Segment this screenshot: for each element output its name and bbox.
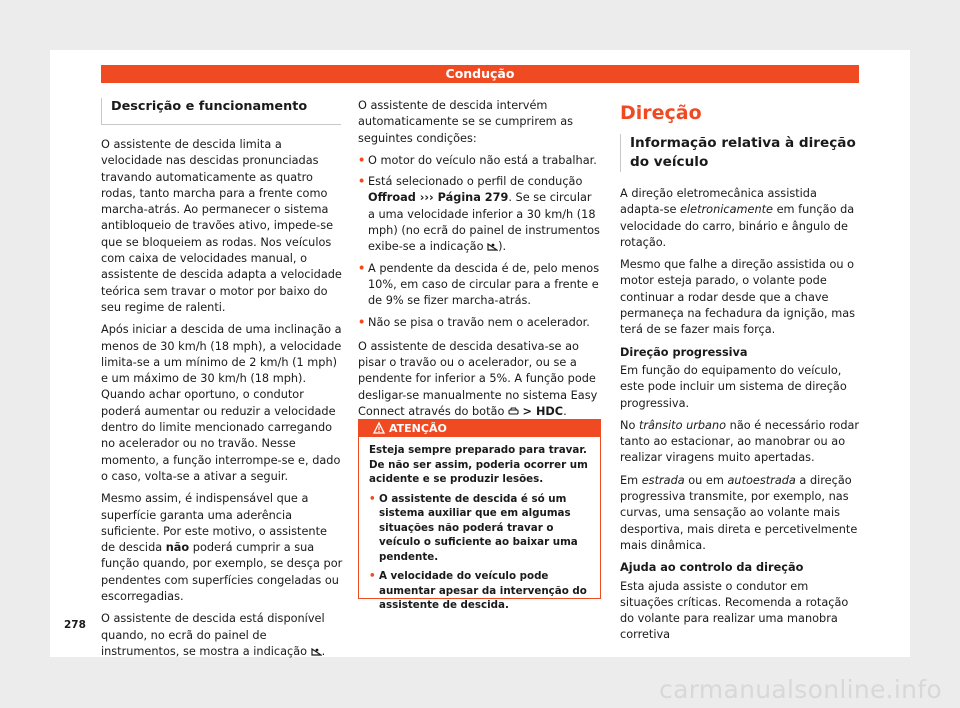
emphasis: trânsito urbano: [638, 418, 727, 432]
text: Em: [620, 473, 642, 487]
list-item: [358, 153, 601, 169]
text: ou em: [684, 473, 728, 487]
text: O motor do veículo não está a trabalhar.: [368, 153, 597, 167]
list-item: [358, 174, 601, 255]
text: O assistente de descida está disponível quando, no ecrã do painel de instrumentos, se mostra a indicação: [101, 612, 325, 658]
bullet-icon: •: [358, 261, 366, 275]
text: O assistente de descida desativa-se ao pisar o travão ou o acelerador, ou se a pendente for inferior a 5%. A função pode desligar-se manualmente no sistema Easy Connect através do botão: [358, 339, 598, 419]
paragraph: O assistente de descida limita a velocidade nas descidas pronunciadas travando automaticamente as quatro rodas, tanto marcha para a frente como marcha-atrás. Ao permanecer o sistema antibloqueio de travões ativo, impede-se que se bloqueiem as rodas. Nos veículos com caixa de velocidades manual, o assistente de descida adapta a velocidade teórica sem travar o motor por baixo do seu regime de ralenti.: [101, 138, 342, 314]
paragraph: Esta ajuda assiste o condutor em situações críticas. Recomenda a rotação do volante para realizar uma manobra corretiva: [620, 579, 849, 642]
list-item: [358, 261, 601, 310]
warning-body: [359, 437, 600, 613]
chapter-title: Direção: [620, 102, 702, 124]
text: poderá cumprir a sua função quando, por exemplo, se desça por pendentes com superfícies congeladas ou escorregadias.: [101, 541, 343, 604]
column-middle: [358, 98, 601, 426]
text: A direção eletromecânica assistida adapta-se: [620, 187, 817, 217]
column-right: [620, 98, 860, 650]
text: em função da velocidade do carro, binário e ângulo de rotação.: [620, 203, 855, 249]
text: não é necessário rodar tanto ao estacionar, ao manobrar ou ao realizar viragens muito apertadas.: [620, 418, 860, 465]
paragraph: [358, 339, 601, 420]
text: ).: [498, 240, 507, 254]
paragraph: [620, 418, 860, 467]
bullet-icon: •: [369, 570, 376, 582]
hill-descent-icon: [487, 242, 498, 251]
text: .: [321, 644, 326, 658]
list-item: [369, 492, 590, 565]
hill-descent-icon: [311, 647, 322, 656]
emphasis: autoestrada: [727, 473, 796, 487]
paragraph: [620, 473, 860, 554]
manual-page: [50, 50, 910, 657]
text: .: [563, 405, 567, 419]
paragraph: Esteja sempre preparado para travar. De não ser assim, poderia ocorrer um acidente e se produzir lesões.: [369, 444, 588, 485]
paragraph: [101, 611, 343, 660]
text: A velocidade do veículo pode aumentar apesar da intervenção do assistente de descida.: [379, 570, 587, 611]
text: Mesmo assim, é indispensável que a superfície garanta uma aderência suficiente. Por este motivo, o assistente de descida: [101, 492, 327, 555]
chapter-header: Condução: [101, 65, 859, 83]
warning-header: [359, 420, 600, 437]
paragraph: Mesmo que falhe a direção assistida ou o motor esteja parado, o volante pode continuar a rodar desde que a chave permaneça na fechadura da ignição, mas terá de se fazer mais força.: [620, 258, 856, 337]
watermark[interactable]: carmanualsonline.info: [659, 675, 942, 704]
page-reference-link[interactable]: Offroad ››› Página 279: [368, 191, 509, 205]
text: a direção progressiva transmite, por exemplo, nas curvas, uma sensação ao volante mais desportiva, mais direta e percetivelmente mais dinâmica.: [620, 473, 858, 552]
text: A pendente da descida é de, pelo menos 10%, em caso de circular para a frente e de 9% se fizer marcha-atrás.: [368, 261, 600, 308]
text: No: [620, 418, 639, 432]
emphasis: eletronicamente: [680, 203, 773, 217]
emphasis: estrada: [641, 473, 685, 487]
list-item: [369, 569, 590, 613]
heading: Direção progressiva: [620, 345, 748, 359]
page-number: 278: [64, 619, 86, 631]
paragraph: Após iniciar a descida de uma inclinação a menos de 30 km/h (18 mph), a velocidade limita-se a um mínimo de 2 km/h (1 mph) e um máximo de 30 km/h (18 mph). Quando achar oportuno, o condutor poderá aumentar ou reduzir a velocidade dentro do limite mencionado carregando no acelerador ou no travão. Nesse momento, a função interrompe-se e, dado o caso, volta-se a ativar a seguir.: [101, 323, 342, 483]
bullet-icon: •: [358, 315, 366, 329]
text: . Se se circular a uma velocidade inferior a 30 km/h (18 mph) (no ecrã do painel de instrumentos exibe-se a indicação: [368, 191, 600, 254]
warning-title: ATENÇÃO: [389, 422, 447, 435]
menu-path: > HDC: [522, 405, 564, 419]
bullet-icon: •: [369, 492, 376, 505]
text: Não se pisa o travão nem o acelerador.: [368, 315, 590, 329]
paragraph: Em função do equipamento do veículo, este pode incluir um sistema de direção progressiva.: [620, 363, 847, 410]
paragraph: [620, 186, 860, 251]
text: Está selecionado o perfil de condução: [368, 175, 583, 189]
paragraph: [101, 491, 343, 605]
emphasis: não: [165, 541, 190, 555]
subsection-title: Informação relativa à direção do veículo: [620, 134, 860, 172]
paragraph: O assistente de descida intervém automaticamente se se cumprirem as seguintes condições:: [358, 99, 574, 145]
warning-triangle-icon: [373, 422, 385, 434]
list-item: [358, 315, 601, 331]
car-menu-icon: [508, 407, 519, 416]
warning-box: [358, 419, 601, 611]
text: O assistente de descida é só um sistema auxiliar que em algumas situações não poderá travar o veículo o suficiente ao baixar uma pendente.: [379, 492, 578, 563]
section-title: Descrição e funcionamento: [101, 98, 341, 125]
bullet-icon: •: [358, 175, 366, 189]
heading: Ajuda ao controlo da direção: [620, 561, 804, 575]
bullet-icon: •: [358, 153, 366, 167]
column-left: [101, 98, 343, 666]
